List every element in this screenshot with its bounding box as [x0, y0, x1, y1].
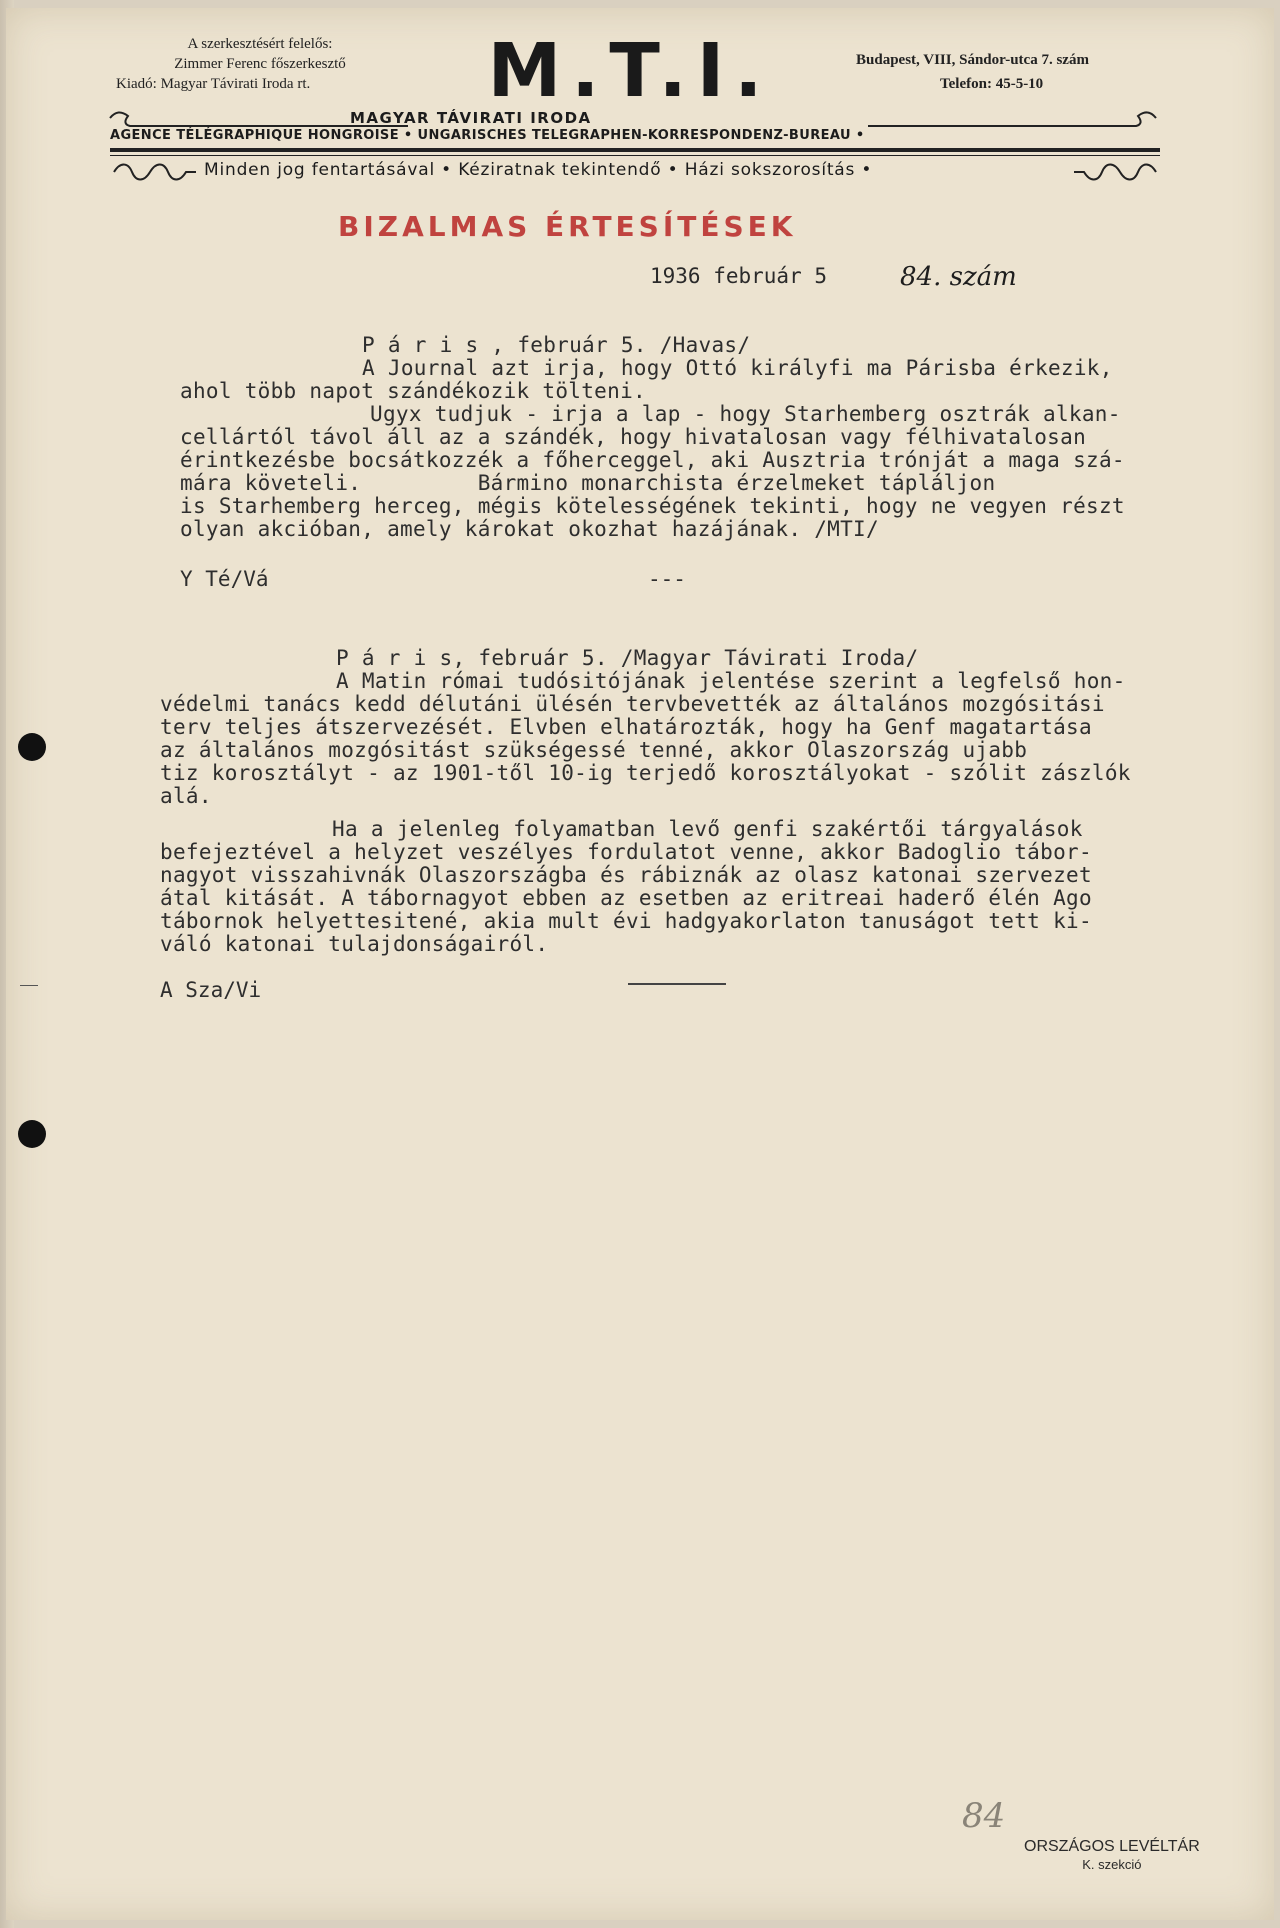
- article2-line-13: váló katonai tulajdonságairól.: [160, 932, 549, 956]
- article2-line-5: az általános mozgósitást szükségessé tenné, akkor Olaszország ujabb: [160, 738, 1028, 762]
- editor-info: [110, 34, 410, 94]
- archive-stamp-line-1: ORSZÁGOS LEVÉLTÁR: [1024, 1838, 1200, 1855]
- article2-line-3: védelmi tanács kedd délutáni ülésén tervbevették az általános mozgósitási: [160, 692, 1105, 716]
- editor-line-1: A szerkesztésért felelős:: [187, 36, 333, 52]
- banner-rule-thin: [110, 155, 1160, 156]
- article1-line-3: ahol több napot szándékozik tölteni.: [180, 379, 646, 403]
- address-line: Budapest, VIII, Sándor-utca 7. szám: [856, 52, 1089, 68]
- publisher-line: Kiadó: Magyar Távirati Iroda rt.: [116, 76, 311, 92]
- article2-line-7: alá.: [160, 784, 212, 808]
- article1-line-7: mára követeli. Bármino monarchista érzelmeket tápláljon: [180, 471, 996, 495]
- article2-end-rule: [628, 983, 726, 985]
- document-title: BIZALMAS ÉRTESÍTÉSEK: [338, 210, 797, 243]
- article2-line-8: Ha a jelenleg folyamatban levő genfi szakértői tárgyalások: [332, 817, 1083, 841]
- phone-line: Telefon: 45-5-10: [940, 76, 1044, 92]
- article2-line-1: P á r i s, február 5. /Magyar Távirati Iroda/: [336, 646, 919, 670]
- article2-line-4: terv teljes átszervezését. Elvben elhatározták, hogy ha Genf magatartása: [160, 715, 1092, 739]
- article2-line-2: A Matin római tudósitójának jelentése szerint a legfelső hon-: [336, 669, 1126, 693]
- article2-line-11: átal kitását. A tábornagyot ebben az esetben az eritreai haderő élén Ago: [160, 886, 1092, 910]
- punch-hole-upper: [18, 733, 46, 761]
- article1-line-9: olyan akcióban, amely károkat okozhat hazájának. /MTI/: [180, 517, 879, 541]
- article2-line-10: nagyot visszahivnák Olaszországba és rábiznák az olasz katonai szervezet: [160, 863, 1092, 887]
- article2-line-12: tábornok helyettesitené, akia mult évi hadgyakorlaton tanuságot tett ki-: [160, 909, 1092, 933]
- article1-separator: ---: [648, 567, 686, 591]
- article2-line-6: tiz korosztályt - az 1901-től 10-ig terjedő korosztályokat - szólit zászlók: [160, 761, 1131, 785]
- article2-signature: A Sza/Vi: [160, 978, 262, 1002]
- punch-hole-lower: [18, 1120, 46, 1148]
- archive-stamp-line-2: K. szekció: [1082, 1857, 1142, 1872]
- article1-line-6: érintkezésbe bocsátkozzék a főherceggel, aki Ausztria trónját a maga szá-: [180, 448, 1125, 472]
- document-page: [6, 8, 1274, 1920]
- banner-rights-notice: Minden jog fentartásával • Kéziratnak tekintendő • Házi sokszorosítás •: [204, 160, 873, 180]
- banner-agency-name: MAGYAR TÁVIRATI IRODA: [350, 109, 592, 127]
- handwritten-issue-number: 84. szám: [900, 262, 1017, 292]
- margin-mark: [20, 985, 38, 986]
- pencil-page-number: 84: [962, 1796, 1006, 1836]
- article1-line-4: Ugyx tudjuk - irja a lap - hogy Starhemberg osztrák alkan-: [370, 402, 1121, 426]
- banner-multilingual: AGENCE TÉLÉGRAPHIQUE HONGROISE • UNGARISCHES TELEGRAPHEN-KORRESPONDENZ-BUREAU •: [110, 128, 865, 143]
- article1-line-8: is Starhemberg herceg, mégis kötelességének tekinti, hogy ne vegyen részt: [180, 494, 1125, 518]
- mti-logo: [432, 34, 828, 104]
- ornament-right: [1070, 160, 1160, 184]
- document-date: 1936 február 5: [650, 264, 828, 288]
- banner-rule-thick: [110, 148, 1160, 152]
- contact-info: [856, 48, 1176, 96]
- logo-text: M.T.I.: [487, 34, 773, 104]
- article1-line-2: A Journal azt irja, hogy Ottó királyfi ma Párisba érkezik,: [362, 356, 1113, 380]
- archive-stamp: [1024, 1838, 1200, 1874]
- article2-line-9: befejeztével a helyzet veszélyes fordulatot venne, akkor Badoglio tábor-: [160, 840, 1092, 864]
- editor-line-2: Zimmer Ferenc főszerkesztő: [174, 56, 346, 72]
- article1-signature: Y Té/Vá: [180, 567, 269, 591]
- article1-line-1: P á r i s , február 5. /Havas/: [362, 333, 751, 357]
- ornament-left: [110, 160, 200, 184]
- article1-line-5: cellártól távol áll az a szándék, hogy hivatalosan vagy félhivatalosan: [180, 425, 1087, 449]
